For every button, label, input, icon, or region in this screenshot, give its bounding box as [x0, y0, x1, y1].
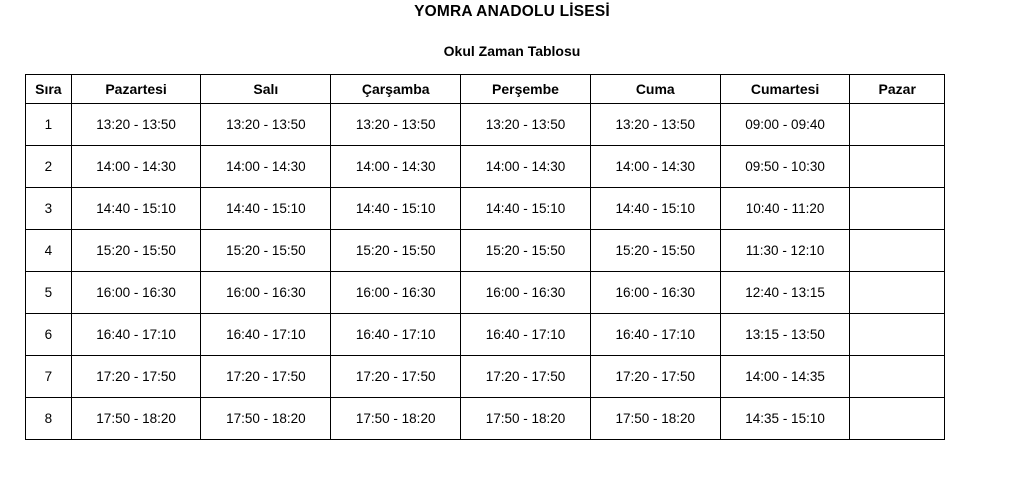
column-header-sunday: Pazar — [850, 75, 945, 104]
table-row — [26, 356, 945, 398]
table-cell-thursday: 17:20 - 17:50 — [461, 356, 591, 398]
table-cell-sunday — [850, 104, 945, 146]
table-row — [26, 146, 945, 188]
table-cell-saturday: 14:00 - 14:35 — [720, 356, 850, 398]
table-cell-order: 3 — [26, 188, 72, 230]
table-cell-friday: 15:20 - 15:50 — [590, 230, 720, 272]
table-cell-wednesday: 15:20 - 15:50 — [331, 230, 461, 272]
page-subtitle: Okul Zaman Tablosu — [443, 43, 581, 59]
table-cell-wednesday: 16:00 - 16:30 — [331, 272, 461, 314]
table-cell-tuesday: 16:40 - 17:10 — [201, 314, 331, 356]
table-cell-wednesday: 13:20 - 13:50 — [331, 104, 461, 146]
table-cell-tuesday: 14:40 - 15:10 — [201, 188, 331, 230]
table-cell-tuesday: 17:20 - 17:50 — [201, 356, 331, 398]
table-row — [26, 104, 945, 146]
table-cell-sunday — [850, 188, 945, 230]
table-cell-thursday: 16:40 - 17:10 — [461, 314, 591, 356]
table-cell-wednesday: 17:50 - 18:20 — [331, 398, 461, 440]
table-cell-monday: 15:20 - 15:50 — [71, 230, 201, 272]
table-cell-sunday — [850, 230, 945, 272]
table-cell-tuesday: 13:20 - 13:50 — [201, 104, 331, 146]
column-header-saturday: Cumartesi — [720, 75, 850, 104]
column-header-friday: Cuma — [590, 75, 720, 104]
table-cell-friday: 14:00 - 14:30 — [590, 146, 720, 188]
table-row — [26, 188, 945, 230]
column-header-thursday: Perşembe — [461, 75, 591, 104]
table-cell-monday: 14:40 - 15:10 — [71, 188, 201, 230]
table-cell-sunday — [850, 356, 945, 398]
table-cell-monday: 16:00 - 16:30 — [71, 272, 201, 314]
schedule-table — [25, 74, 945, 440]
table-cell-wednesday: 14:40 - 15:10 — [331, 188, 461, 230]
table-cell-sunday — [850, 272, 945, 314]
table-cell-monday: 17:20 - 17:50 — [71, 356, 201, 398]
table-cell-saturday: 10:40 - 11:20 — [720, 188, 850, 230]
table-cell-tuesday: 14:00 - 14:30 — [201, 146, 331, 188]
title-block — [0, 0, 1024, 60]
table-cell-saturday: 14:35 - 15:10 — [720, 398, 850, 440]
page-title: YOMRA ANADOLU LİSESİ — [414, 3, 610, 20]
table-cell-saturday: 13:15 - 13:50 — [720, 314, 850, 356]
table-cell-order: 1 — [26, 104, 72, 146]
table-cell-thursday: 14:00 - 14:30 — [461, 146, 591, 188]
table-cell-order: 2 — [26, 146, 72, 188]
table-cell-tuesday: 17:50 - 18:20 — [201, 398, 331, 440]
table-cell-saturday: 12:40 - 13:15 — [720, 272, 850, 314]
table-cell-saturday: 09:50 - 10:30 — [720, 146, 850, 188]
column-header-monday: Pazartesi — [71, 75, 201, 104]
table-cell-monday: 14:00 - 14:30 — [71, 146, 201, 188]
table-cell-tuesday: 16:00 - 16:30 — [201, 272, 331, 314]
table-cell-order: 5 — [26, 272, 72, 314]
table-cell-thursday: 13:20 - 13:50 — [461, 104, 591, 146]
table-cell-friday: 13:20 - 13:50 — [590, 104, 720, 146]
table-cell-thursday: 14:40 - 15:10 — [461, 188, 591, 230]
table-cell-sunday — [850, 398, 945, 440]
column-header-order: Sıra — [26, 75, 72, 104]
table-row — [26, 398, 945, 440]
table-cell-friday: 16:40 - 17:10 — [590, 314, 720, 356]
table-row — [26, 272, 945, 314]
table-cell-friday: 16:00 - 16:30 — [590, 272, 720, 314]
schedule-table-wrapper — [0, 60, 1024, 440]
table-row — [26, 230, 945, 272]
table-cell-order: 6 — [26, 314, 72, 356]
table-cell-saturday: 09:00 - 09:40 — [720, 104, 850, 146]
table-cell-wednesday: 16:40 - 17:10 — [331, 314, 461, 356]
table-cell-order: 8 — [26, 398, 72, 440]
table-cell-thursday: 15:20 - 15:50 — [461, 230, 591, 272]
table-cell-thursday: 17:50 - 18:20 — [461, 398, 591, 440]
table-row — [26, 314, 945, 356]
table-cell-thursday: 16:00 - 16:30 — [461, 272, 591, 314]
table-cell-wednesday: 14:00 - 14:30 — [331, 146, 461, 188]
table-cell-saturday: 11:30 - 12:10 — [720, 230, 850, 272]
table-cell-sunday — [850, 314, 945, 356]
table-cell-tuesday: 15:20 - 15:50 — [201, 230, 331, 272]
column-header-tuesday: Salı — [201, 75, 331, 104]
table-cell-order: 7 — [26, 356, 72, 398]
table-header-row — [26, 75, 945, 104]
table-cell-sunday — [850, 146, 945, 188]
table-cell-friday: 14:40 - 15:10 — [590, 188, 720, 230]
table-cell-friday: 17:20 - 17:50 — [590, 356, 720, 398]
table-cell-monday: 16:40 - 17:10 — [71, 314, 201, 356]
table-cell-wednesday: 17:20 - 17:50 — [331, 356, 461, 398]
table-cell-monday: 13:20 - 13:50 — [71, 104, 201, 146]
table-cell-order: 4 — [26, 230, 72, 272]
table-cell-friday: 17:50 - 18:20 — [590, 398, 720, 440]
table-body — [26, 104, 945, 440]
column-header-wednesday: Çarşamba — [331, 75, 461, 104]
table-cell-monday: 17:50 - 18:20 — [71, 398, 201, 440]
table-header — [26, 75, 945, 104]
